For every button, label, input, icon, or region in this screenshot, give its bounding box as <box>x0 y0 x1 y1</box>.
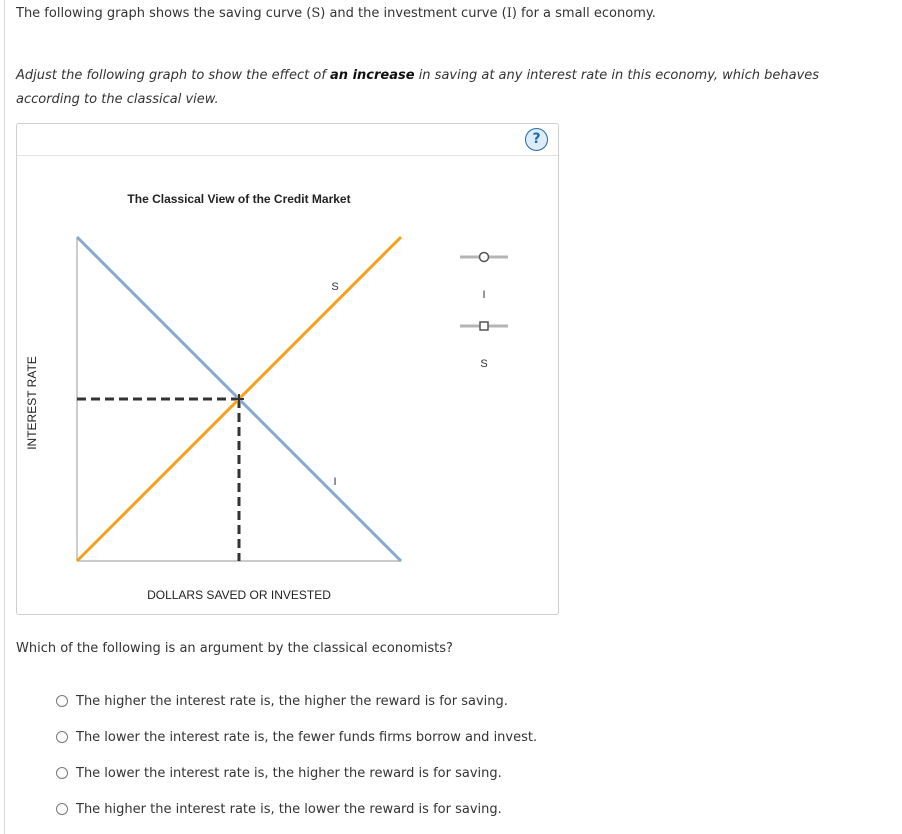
answer-option-label: The lower the interest rate is, the fewer funds firms borrow and invest. <box>76 729 538 745</box>
graph-panel <box>16 123 559 615</box>
radio-button[interactable] <box>56 803 68 815</box>
x-axis-label: DOLLARS SAVED OR INVESTED <box>147 588 331 602</box>
s-symbol: S <box>311 6 321 21</box>
i-symbol: I <box>506 6 512 21</box>
investment-curve-label: I <box>333 476 337 488</box>
answer-option-4[interactable] <box>56 791 537 827</box>
answer-option-label: The higher the interest rate is, the higher the reward is for saving. <box>76 693 508 709</box>
instruction-text: Adjust the following graph to show the effect of an increase in saving at any interest rate in this economy, which behaves according to the classical view. <box>16 68 820 107</box>
answer-option-3[interactable] <box>56 755 537 791</box>
answer-option-1[interactable] <box>56 683 537 719</box>
investment-tool[interactable] <box>460 253 508 262</box>
credit-market-graph <box>17 124 558 614</box>
radio-button[interactable] <box>56 767 68 779</box>
investment-tool-label: I <box>482 289 486 301</box>
chart-title: The Classical View of the Credit Market <box>127 192 351 206</box>
intro-text: The following graph shows the saving curve (S) and the investment curve (I) for a small economy. <box>16 6 656 21</box>
answer-option-label: The lower the interest rate is, the higher the reward is for saving. <box>76 765 502 781</box>
instruction-emphasis: an increase <box>330 68 415 83</box>
saving-curve-label: S <box>331 281 339 293</box>
answer-options <box>56 683 537 827</box>
help-icon[interactable]: ? <box>525 128 548 151</box>
question-text: Which of the following is an argument by the classical economists? <box>16 641 453 656</box>
page-left-border <box>4 0 5 834</box>
saving-tool-label: S <box>480 358 488 370</box>
circle-marker-icon <box>480 253 489 262</box>
saving-tool[interactable] <box>460 322 508 330</box>
square-marker-icon <box>480 322 488 330</box>
radio-button[interactable] <box>56 731 68 743</box>
answer-option-2[interactable] <box>56 719 537 755</box>
answer-option-label: The higher the interest rate is, the lower the reward is for saving. <box>76 801 502 817</box>
radio-button[interactable] <box>56 695 68 707</box>
y-axis-label: INTEREST RATE <box>25 356 39 450</box>
